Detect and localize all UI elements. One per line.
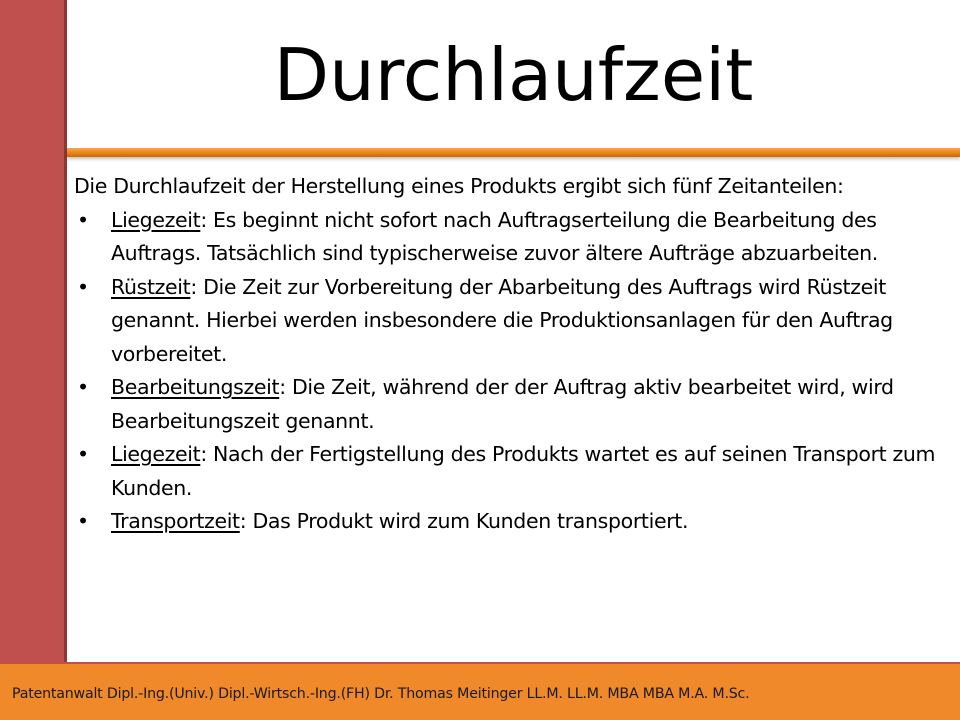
bullet-item-liegezeit-1	[74, 204, 950, 271]
bullet-icon: •	[77, 442, 89, 466]
bullet-term: Liegezeit	[111, 207, 201, 232]
bullet-term: Bearbeitungszeit	[111, 375, 280, 399]
bullet-term: Transportzeit	[111, 509, 240, 533]
footer-bar	[0, 662, 960, 720]
intro-text: Die Durchlaufzeit der Herstellung eines Produkts ergibt sich fünf Zeitanteilen:	[74, 174, 844, 198]
bullet-text: : Nach der Fertigstellung des Produkts wartet es auf seinen Transport zum Kunden.	[111, 442, 936, 500]
bullet-text: : Die Zeit zur Vorbereitung der Abarbeitung des Auftrags wird Rüstzeit genannt. Hierbei werden insbesondere die Produktionsanlagen für den Auftrag vorbereitet.	[111, 274, 893, 366]
bullet-list	[74, 204, 950, 539]
bullet-text: : Es beginnt nicht sofort nach Auftragserteilung die Bearbeitung des Auftrags. Tatsächlich sind typischerweise zuvor ältere Aufträge abzuarbeiten.	[111, 207, 878, 265]
bullet-icon: •	[77, 274, 89, 299]
bullet-item-bearbeitungszeit	[74, 371, 950, 438]
bullet-icon: •	[77, 375, 89, 399]
footer-text: Patentanwalt Dipl.-Ing.(Univ.) Dipl.-Wirtsch.-Ing.(FH) Dr. Thomas Meitinger LL.M. LL.M. MBA MBA M.A. M.Sc.	[12, 686, 750, 702]
bullet-term: Liegezeit	[111, 442, 201, 466]
slide-body	[74, 170, 950, 539]
bullet-item-liegezeit-2	[74, 438, 950, 505]
bullet-text: : Die Zeit, während der der Auftrag aktiv bearbeitet wird, wird Bearbeitungszeit genannt.	[111, 375, 894, 433]
bullet-icon: •	[77, 207, 89, 232]
slide-title: Durchlaufzeit	[273, 33, 754, 117]
bullet-text: : Das Produkt wird zum Kunden transportiert.	[239, 509, 689, 533]
bullet-icon: •	[77, 509, 89, 533]
bullet-item-transportzeit	[74, 505, 950, 539]
left-accent-bar	[0, 0, 67, 662]
title-divider	[67, 148, 960, 157]
bullet-item-ruestzeit	[74, 271, 950, 372]
bullet-term: Rüstzeit	[111, 274, 191, 299]
